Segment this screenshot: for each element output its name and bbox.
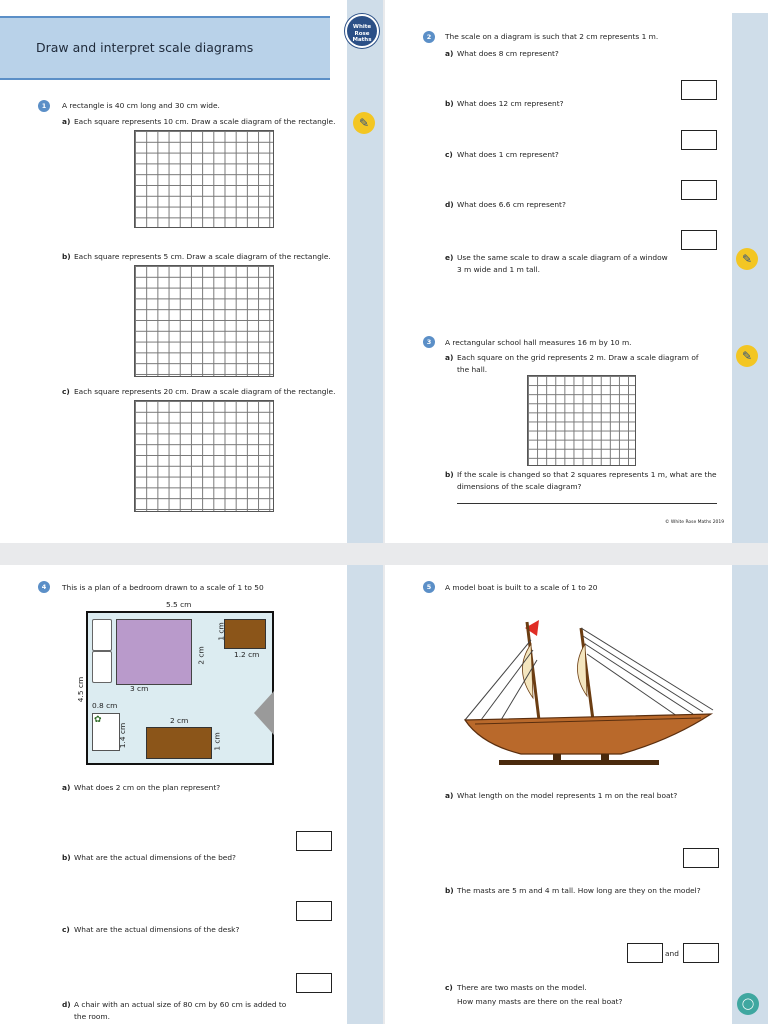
part-text: Each square on the grid represents 2 m. Draw a scale diagram of xyxy=(457,353,699,362)
answer-box[interactable] xyxy=(681,230,717,250)
pencil-icon: ✎ xyxy=(736,345,758,367)
question-stem: A model boat is built to a scale of 1 to 20 xyxy=(445,583,598,592)
part-label: a) xyxy=(445,353,454,362)
part-label: c) xyxy=(62,387,70,396)
part-text: Each square represents 5 cm. Draw a scale diagram of the rectangle. xyxy=(74,252,331,261)
part-label: a) xyxy=(62,117,71,126)
answer-box[interactable] xyxy=(683,943,719,963)
answer-box[interactable] xyxy=(683,848,719,868)
part-c xyxy=(445,150,559,159)
part-b xyxy=(445,470,717,479)
pillow xyxy=(92,619,112,651)
part-label: b) xyxy=(445,99,454,108)
plant-icon: ✿ xyxy=(94,715,102,725)
page-sidebar xyxy=(347,0,383,543)
worksheet-page-2 xyxy=(385,0,768,543)
part-c xyxy=(445,983,587,992)
copyright: © White Rose Maths 2019 xyxy=(665,520,725,525)
answer-box[interactable] xyxy=(296,831,332,851)
part-text: A chair with an actual size of 80 cm by 60 cm is added to xyxy=(74,1000,287,1009)
white-rose-logo: White Rose Maths xyxy=(345,14,379,48)
worksheet-page-4 xyxy=(385,565,768,1024)
part-text: What are the actual dimensions of the bed? xyxy=(74,853,236,862)
part-d-line2: the room. xyxy=(74,1012,110,1021)
answer-line[interactable] xyxy=(457,503,717,504)
worksheet-page-1 xyxy=(0,0,383,543)
and-label: and xyxy=(665,949,679,958)
part-a xyxy=(445,353,698,362)
model-boat-illustration xyxy=(461,610,721,770)
question-stem: A rectangular school hall measures 16 m by 10 m. xyxy=(445,338,632,347)
part-label: b) xyxy=(445,470,454,479)
drawing-grid-c[interactable] xyxy=(134,400,274,512)
page-sidebar xyxy=(732,565,768,1024)
plan-height-label: 4.5 cm xyxy=(76,676,86,703)
page-title: Draw and interpret scale diagrams xyxy=(36,40,254,55)
part-e xyxy=(445,253,668,262)
part-label: d) xyxy=(62,1000,71,1009)
part-b xyxy=(62,252,331,261)
part-b xyxy=(62,853,236,862)
part-text: Use the same scale to draw a scale diagram of a window xyxy=(457,253,668,262)
part-b-line2: dimensions of the scale diagram? xyxy=(457,482,582,491)
page-sidebar xyxy=(732,13,768,543)
page-sidebar xyxy=(347,565,383,1024)
part-label: a) xyxy=(445,791,454,800)
part-text: What does 6.6 cm represent? xyxy=(457,200,566,209)
desk-width-label: 2 cm xyxy=(170,716,189,725)
plant-label: 0.8 cm xyxy=(92,701,118,710)
part-label: c) xyxy=(62,925,70,934)
part-b xyxy=(445,99,564,108)
part-c xyxy=(62,925,239,934)
part-a xyxy=(62,783,220,792)
plan-width-label: 5.5 cm xyxy=(166,600,192,609)
hall-grid[interactable] xyxy=(527,375,636,466)
question-number-1: 1 xyxy=(38,100,50,112)
question-number-2: 2 xyxy=(423,31,435,43)
desk xyxy=(146,727,212,759)
part-b xyxy=(445,886,701,895)
answer-box[interactable] xyxy=(681,130,717,150)
part-text: What does 2 cm on the plan represent? xyxy=(74,783,221,792)
part-text: What does 1 cm represent? xyxy=(457,150,559,159)
answer-box[interactable] xyxy=(681,80,717,100)
answer-box[interactable] xyxy=(296,973,332,993)
part-c-line2: How many masts are there on the real boat? xyxy=(457,997,623,1006)
part-a xyxy=(62,117,335,126)
door xyxy=(254,691,274,735)
bedroom-plan xyxy=(86,611,274,765)
part-text: If the scale is changed so that 2 squares represents 1 m, what are the xyxy=(457,470,717,479)
part-d xyxy=(445,200,566,209)
pencil-icon: ✎ xyxy=(353,112,375,134)
bed xyxy=(116,619,192,685)
part-label: b) xyxy=(445,886,454,895)
bed-width-label: 3 cm xyxy=(130,684,149,693)
part-c xyxy=(62,387,335,396)
answer-box[interactable] xyxy=(681,180,717,200)
part-label: c) xyxy=(445,150,453,159)
part-label: b) xyxy=(62,853,71,862)
part-label: c) xyxy=(445,983,453,992)
part-e-line2: 3 m wide and 1 m tall. xyxy=(457,265,541,274)
bedside-desk-width-label: 1.2 cm xyxy=(234,650,260,659)
part-text: There are two masts on the model. xyxy=(457,983,587,992)
part-a xyxy=(445,791,677,800)
question-number-4: 4 xyxy=(38,581,50,593)
part-text: What length on the model represents 1 m on the real boat? xyxy=(457,791,678,800)
part-text: Each square represents 10 cm. Draw a scale diagram of the rectangle. xyxy=(74,117,336,126)
part-label: a) xyxy=(62,783,71,792)
answer-box[interactable] xyxy=(296,901,332,921)
desk-height-label: 1 cm xyxy=(212,732,222,751)
question-number-5: 5 xyxy=(423,581,435,593)
part-text: Each square represents 20 cm. Draw a scale diagram of the rectangle. xyxy=(74,387,336,396)
answer-box[interactable] xyxy=(627,943,663,963)
bedside-desk xyxy=(224,619,266,649)
part-text: What are the actual dimensions of the desk? xyxy=(74,925,240,934)
part-label: d) xyxy=(445,200,454,209)
part-label: a) xyxy=(445,49,454,58)
bedside-desk-height-label: 1 cm xyxy=(216,622,226,641)
part-label: b) xyxy=(62,252,71,261)
part-a-line2: the hall. xyxy=(457,365,488,374)
pillow xyxy=(92,651,112,683)
speech-bubble-icon: ◯ xyxy=(737,993,759,1015)
question-number-3: 3 xyxy=(423,336,435,348)
question-stem: A rectangle is 40 cm long and 30 cm wide. xyxy=(62,101,220,110)
bed-height-label: 2 cm xyxy=(196,646,206,665)
part-text: What does 8 cm represent? xyxy=(457,49,559,58)
pencil-icon: ✎ xyxy=(736,248,758,270)
part-label: e) xyxy=(445,253,454,262)
part-d xyxy=(62,1000,286,1009)
plant-height-label: 1.4 cm xyxy=(118,722,128,749)
part-text: The masts are 5 m and 4 m tall. How long are they on the model? xyxy=(457,886,701,895)
question-stem: This is a plan of a bedroom drawn to a scale of 1 to 50 xyxy=(62,583,264,592)
part-text: What does 12 cm represent? xyxy=(457,99,564,108)
worksheet-page-3 xyxy=(0,565,383,1024)
part-a xyxy=(445,49,559,58)
drawing-grid-a[interactable] xyxy=(134,130,274,228)
title-banner xyxy=(0,16,330,80)
question-stem: The scale on a diagram is such that 2 cm represents 1 m. xyxy=(445,32,659,41)
drawing-grid-b[interactable] xyxy=(134,265,274,377)
